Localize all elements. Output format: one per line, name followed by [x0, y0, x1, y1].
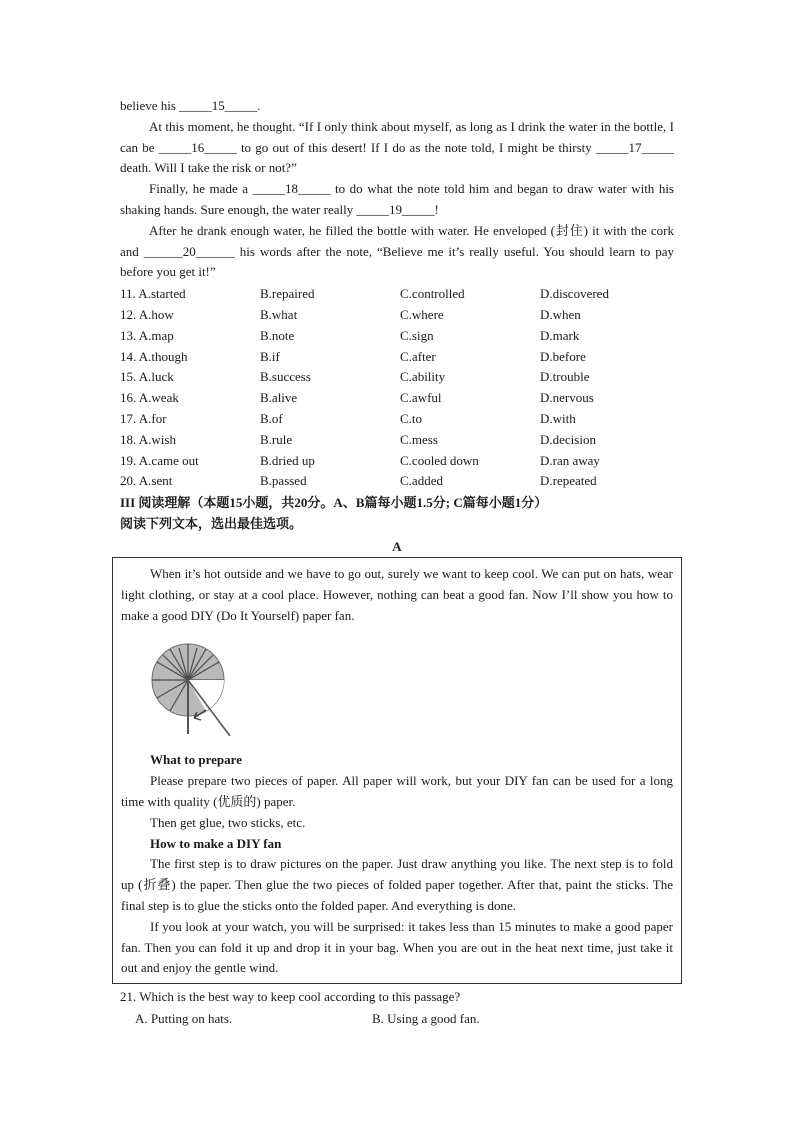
option-b: B.what	[260, 306, 298, 322]
answer-option-a: A. Putting on hats.	[135, 1010, 233, 1026]
option-a: 20. A.sent	[120, 473, 173, 489]
option-c: C.awful	[400, 390, 442, 406]
option-row-16	[120, 388, 674, 409]
option-b: B.dried up	[260, 452, 315, 468]
passage-intro: When it’s hot outside and we have to go out, surely we want to keep cool. We can put on hats, wear light clothing, or stay at a cool place. However, nothing can beat a good fan. Now I’ll show you how to make a good DIY (Do It Yourself) paper fan.	[121, 566, 673, 623]
option-row-14	[120, 347, 674, 368]
option-row-17	[120, 409, 674, 430]
option-d: D.repeated	[540, 473, 597, 489]
option-a: 19. A.came out	[120, 452, 199, 468]
option-row-13	[120, 326, 674, 347]
option-a: 17. A.for	[120, 410, 167, 426]
option-c: C.mess	[400, 431, 438, 447]
make-paragraph-1: The first step is to draw pictures on the paper. Just draw anything you like. The next step is to fold up (折叠) the paper. Then glue the two pieces of folded paper together. After that, paint the sticks. The final step is to glue the sticks onto the folded paper. And everything is done.	[121, 856, 673, 913]
cloze-paragraph-3: Finally, he made a _____18_____ to do what the note told him and began to draw water with his shaking hands. Sure enough, the water really _____19_____!	[120, 181, 674, 217]
option-d: D.when	[540, 306, 581, 322]
option-d: D.discovered	[540, 286, 609, 302]
heading-what-to-prepare: What to prepare	[150, 752, 242, 768]
section-header: III 阅读理解（本题15小题，共20分。A、B篇每小题1.5分; C篇每小题1分）	[120, 495, 548, 511]
option-d: D.mark	[540, 327, 580, 343]
option-d: D.nervous	[540, 390, 594, 406]
option-d: D.trouble	[540, 369, 590, 385]
option-row-19	[120, 451, 674, 472]
option-b: B.success	[260, 369, 311, 385]
option-a: 13. A.map	[120, 327, 174, 343]
option-d: D.with	[540, 410, 576, 426]
option-row-11	[120, 284, 674, 305]
option-a: 15. A.luck	[120, 369, 174, 385]
option-c: C.added	[400, 473, 443, 489]
option-a: 11. A.started	[120, 286, 186, 302]
option-d: D.ran away	[540, 452, 600, 468]
option-a: 12. A.how	[120, 306, 174, 322]
cloze-paragraph-2: At this moment, he thought. “If I only think about myself, as long as I drink the water in the bottle, I can be _____16_____ to go out of this desert! If I do as the note told, I might be thirsty _____17_____ death. Will I take the risk or not?”	[120, 118, 674, 176]
option-b: B.note	[260, 327, 295, 343]
prepare-paragraph-1: Please prepare two pieces of paper. All paper will work, but your DIY fan can be used for a long time with quality (优质的) paper.	[121, 773, 673, 809]
paper-fan-illustration	[148, 636, 238, 736]
option-row-18	[120, 430, 674, 451]
option-c: C.cooled down	[400, 452, 479, 468]
option-b: B.alive	[260, 390, 298, 406]
cloze-paragraph-4: After he drank enough water, he filled the bottle with water. He enveloped (封住) it with the cork and ______20______ his words after the note, “Believe me it’s really useful. You should learn to pay before you get it!”	[120, 222, 674, 280]
option-a: 16. A.weak	[120, 390, 179, 406]
option-b: B.of	[260, 410, 283, 426]
option-c: C.ability	[400, 369, 446, 385]
option-a: 14. A.though	[120, 348, 188, 364]
option-b: B.repaired	[260, 286, 315, 302]
option-c: C.after	[400, 348, 436, 364]
question-21	[120, 987, 680, 1029]
option-c: C.controlled	[400, 286, 465, 302]
answer-option-b: B. Using a good fan.	[372, 1010, 480, 1026]
option-row-12	[120, 305, 674, 326]
paper-fan-icon	[152, 644, 230, 736]
prepare-paragraph-2: Then get glue, two sticks, etc.	[150, 814, 306, 830]
option-row-15	[120, 367, 674, 388]
option-d: D.before	[540, 348, 586, 364]
passage-a-box	[112, 557, 682, 984]
question-stem: 21. Which is the best way to keep cool according to this passage?	[120, 989, 461, 1004]
heading-how-to-make: How to make a DIY fan	[150, 835, 282, 851]
option-b: B.if	[260, 348, 280, 364]
section-instruction: 阅读下列文本，选出最佳选项。	[120, 516, 303, 532]
answer-options	[120, 1008, 680, 1029]
passage-label: A	[392, 539, 402, 555]
option-d: D.decision	[540, 431, 596, 447]
option-b: B.passed	[260, 473, 307, 489]
option-row-20	[120, 471, 674, 492]
cloze-paragraph-1: believe his _____15_____.	[120, 98, 261, 113]
option-a: 18. A.wish	[120, 431, 176, 447]
option-c: C.to	[400, 410, 423, 426]
option-c: C.sign	[400, 327, 434, 343]
make-paragraph-2: If you look at your watch, you will be surprised: it takes less than 15 minutes to make a good paper fan. Then you can fold it up and drop it in your bag. When you are out in the heat next time, just take it out and enjoy the gentle wind.	[121, 918, 673, 976]
cloze-section	[120, 96, 674, 560]
option-c: C.where	[400, 306, 444, 322]
cloze-options	[120, 284, 674, 492]
option-b: B.rule	[260, 431, 293, 447]
